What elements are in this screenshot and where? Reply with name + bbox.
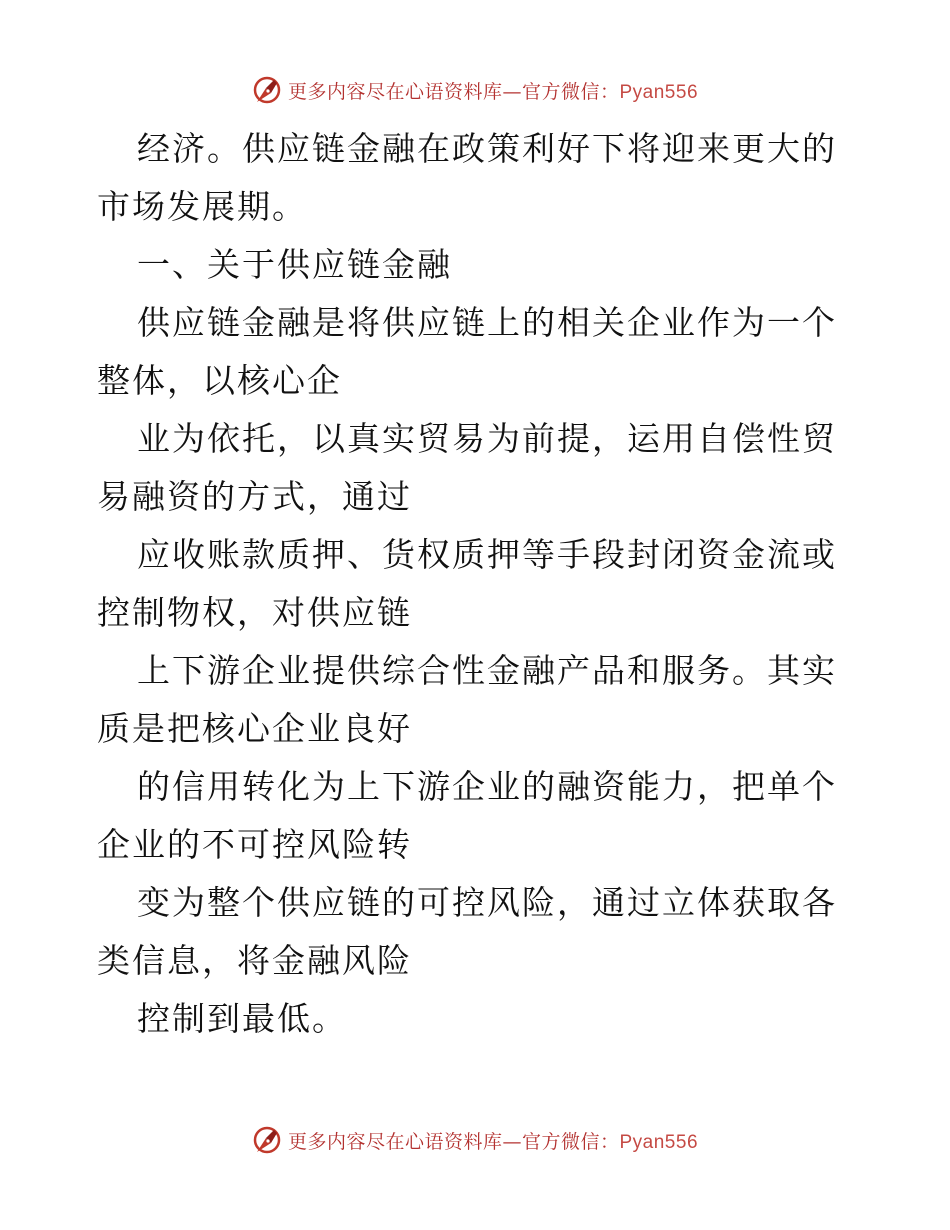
paragraph: 业为依托，以真实贸易为前提，运用自偿性贸易融资的方式，通过 bbox=[97, 419, 837, 516]
footer-banner bbox=[0, 1120, 950, 1160]
paragraph: 供应链金融是将供应链上的相关企业作为一个整体，以核心企 bbox=[97, 303, 837, 400]
footer-banner-text: 更多内容尽在心语资料库—官方微信：Pyan556 bbox=[287, 1130, 699, 1153]
paragraph: 的信用转化为上下游企业的融资能力，把单个企业的不可控风险转 bbox=[97, 767, 837, 864]
paragraph: 控制到最低。 bbox=[137, 999, 347, 1038]
paragraph: 变为整个供应链的可控风险，通过立体获取各类信息，将金融风险 bbox=[97, 883, 837, 980]
pen-nib-logo-icon bbox=[252, 1125, 282, 1155]
header-banner-text: 更多内容尽在心语资料库—官方微信：Pyan556 bbox=[287, 80, 699, 103]
header-banner bbox=[0, 70, 950, 110]
paragraph: 经济。供应链金融在政策利好下将迎来更大的市场发展期。 bbox=[97, 129, 837, 226]
document-body bbox=[97, 120, 857, 1048]
paragraph: 上下游企业提供综合性金融产品和服务。其实质是把核心企业良好 bbox=[97, 651, 837, 748]
paragraph: 应收账款质押、货权质押等手段封闭资金流或控制物权，对供应链 bbox=[97, 535, 837, 632]
section-heading: 一、关于供应链金融 bbox=[137, 245, 452, 284]
pen-nib-logo-icon bbox=[252, 75, 282, 105]
